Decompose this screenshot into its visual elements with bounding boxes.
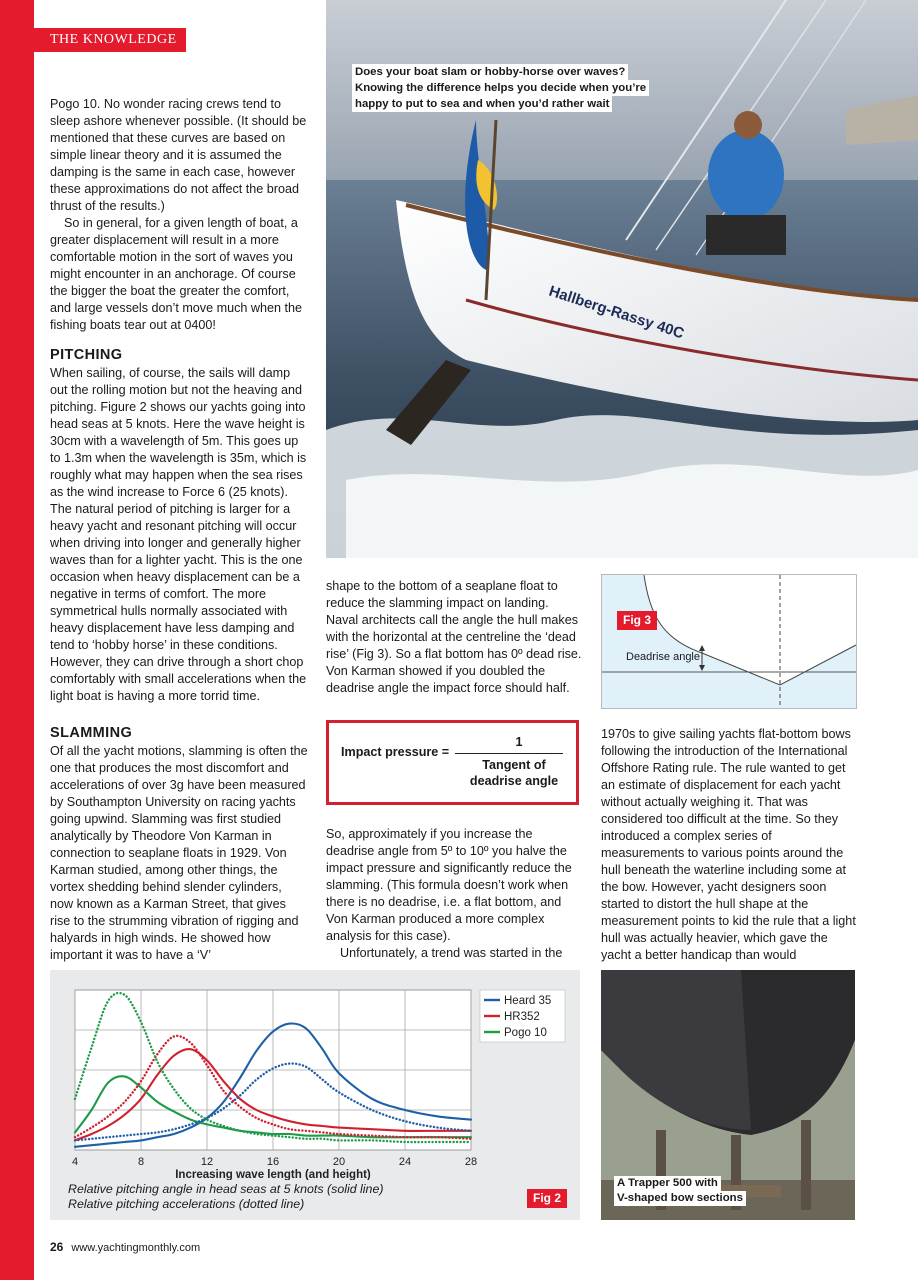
paragraph: When sailing, of course, the sails will damp out the rolling motion but not the heaving and pitching. Figure 2 shows our yachts going into head seas at 5 knots. Here the wave height is 30cm with a wavelength of 5m. This goes up to 1.3m when the wavelength is 35m, which is roughly what may happen when the sea rises as the wind increase to Force 6 (25 knots). The natural period of pitching is larger for a heavy yacht and resonant pitching will occur when driving into longer and generally higher waves than for a lighter yacht. This is the one occasion when heavy displacement can be a negative in terms of comfort. The more symmetrical hulls normally associated with heavy displacement have less damping and tend to ‘hobby horse’ in these conditions. However, they can drive through a short chop comfortably with small accelerations when the light boat is having a more torrid time. [50,366,307,703]
column1-slamming [50,724,308,964]
hull-brand-text: Hallberg-Rassy 40C [546,282,687,343]
x-tick-label: 16 [266,1156,280,1168]
hull-caption-line1: A Trapper 500 with [614,1176,721,1191]
fraction-line [455,753,563,754]
fig2-chart-panel [50,970,580,1220]
fig3-tag: Fig 3 [617,611,657,630]
paragraph: So, approximately if you increase the deadrise angle from 5º to 10º you halve the impact pressure and significantly reduce the slamming. (This formula doesn’t work when there is no deadrise, i.e. a flat bottom, and Von Karman produced a more complex analysis for this case). [326,827,572,943]
column3 [601,726,858,964]
photo-caption-line2: Knowing the difference helps you decide when you’re [352,80,649,96]
column1-pitching [50,346,308,705]
impact-pressure-formula [326,720,579,805]
formula-lhs: Impact pressure = [341,745,450,759]
column2-top [326,578,582,697]
page-number: 26 [50,1240,64,1254]
section-tag: THE KNOWLEDGE [34,28,186,52]
pitching-chart [50,970,580,1180]
paragraph: Pogo 10. No wonder racing crews tend to sleep ashore whenever possible. (It should be mentioned that these curves are based on simple linear theory and it is assumed the damping is the same in each case, however these approximations do not affect the broad thrust of the results.) [50,97,307,213]
legend-label: Pogo 10 [504,1027,547,1039]
photo-caption-line1: Does your boat slam or hobby-horse over waves? [352,64,628,80]
paragraph: shape to the bottom of a seaplane float to reduce the slamming impact on landing. Naval architects call the angle the hull makes with the horizontal at the centreline the ‘dead rise’ (Fig 3). So a flat bottom has 0º dead rise. Von Karman showed if you doubled the deadrise angle the impact force should half. [326,579,582,695]
paragraph: Unfortunately, a trend was started in the [340,946,563,960]
caption-line2: Relative pitching accelerations (dotted line) [68,1197,305,1211]
fig2-tag: Fig 2 [527,1189,567,1208]
hull-caption-line2: V-shaped bow sections [614,1191,746,1206]
formula-numerator: 1 [515,735,523,749]
paragraph: Of all the yacht motions, slamming is often the one that produces the most discomfort and accelerations of over 3g have been measured by Southampton University on racing yachts going upwind. Slamming was first studied analytically by Theodore Von Karman in connection to seaplane floats in 1929. Von Karman studied, among other things, the vortex shedding behind slender cylinders, now known as a Karman Street, that gives rise to the strumming vibration of rigging and halyards in high winds. He showed how important it was to have a ‘V’ [50,744,308,962]
paragraph: 1970s to give sailing yachts flat-bottom bows following the introduction of the International Offshore Rating rule. The rule wanted to get an estimate of displacement for each yacht without actually weighing it. That was considered too difficult at the time. So they introduced a complex series of measurements to various points around the hull beneath the waterline including some at the bow. However, yacht designers soon started to distort the hull shape at the measurement points to kid the rule that a light hull was actually heavier, which gave the yacht a better handicap than would [601,727,856,962]
heading-slamming: SLAMMING [50,725,133,741]
x-tick-label: 12 [200,1156,214,1168]
red-edge-bar [0,0,34,1280]
x-tick-label: 20 [332,1156,346,1168]
deadrise-label: Deadrise angle [626,651,700,663]
x-tick-label: 24 [398,1156,412,1168]
footer-url: www.yachtingmonthly.com [71,1242,201,1254]
legend-label: Heard 35 [504,995,552,1007]
x-tick-label: 28 [464,1156,478,1168]
page-footer [50,1240,200,1254]
x-tick-label: 8 [137,1156,145,1168]
x-tick-label: 4 [71,1156,79,1168]
denominator-line1: Tangent of [482,758,546,772]
formula-denominator [461,757,567,789]
denominator-line2: deadrise angle [469,774,559,788]
photo-caption-line3: happy to put to sea and when you’d rather wait [352,96,612,112]
column1-intro [50,96,308,334]
deadrise-diagram [602,575,856,708]
paragraph: So in general, for a given length of boat, a greater displacement will result in a more comfortable motion in the sort of waves you might encounter in an anchorage. Of course the bigger the boat the greater the comfort, and large vessels don’t move much when the fishing boats tear out at 0400! [50,216,303,332]
x-axis-label: Increasing wave length (and height) [175,1169,371,1180]
column2-bottom [326,826,582,962]
fig3-deadrise-diagram [601,574,857,709]
hull-caption [614,1176,746,1206]
heading-pitching: PITCHING [50,347,123,363]
photo-caption [352,64,649,112]
legend-label: HR352 [504,1011,540,1023]
fig2-caption [68,1182,383,1212]
caption-line1: Relative pitching angle in head seas at 5 knots (solid line) [68,1182,384,1196]
